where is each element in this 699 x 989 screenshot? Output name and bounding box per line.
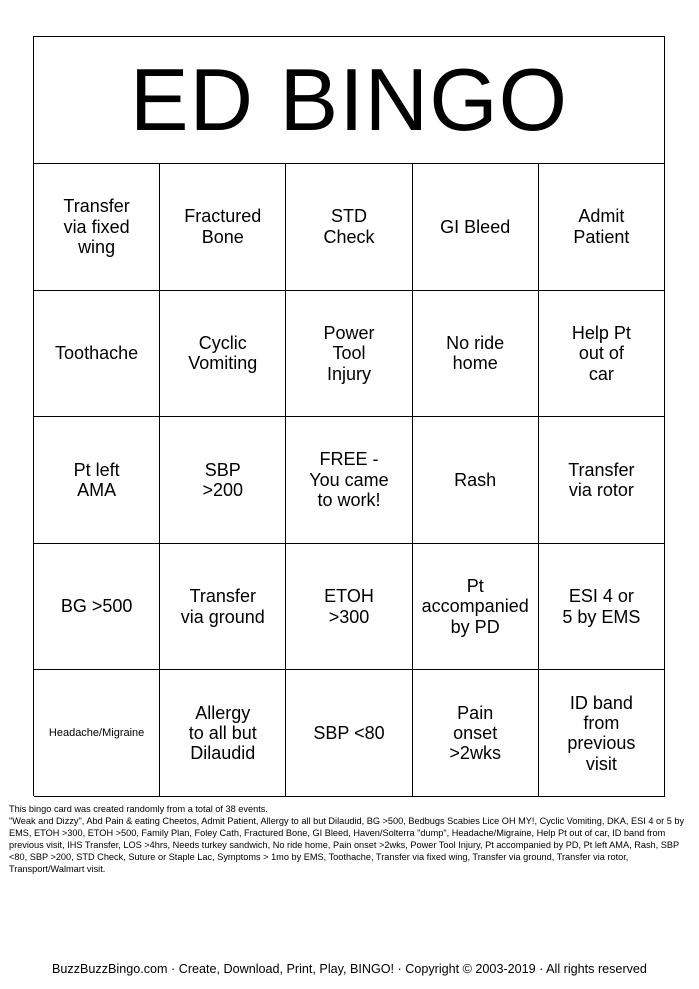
bingo-cell[interactable] <box>413 164 539 291</box>
bingo-cell[interactable] <box>34 164 160 291</box>
bingo-cell[interactable] <box>34 417 160 544</box>
bingo-cell[interactable] <box>160 544 286 671</box>
card-title: ED BINGO <box>129 50 569 149</box>
bingo-cell[interactable] <box>286 670 412 797</box>
bingo-cell[interactable] <box>286 544 412 671</box>
bingo-grid <box>34 164 665 797</box>
bingo-cell-text: SBP >200 <box>202 459 244 500</box>
bingo-cell[interactable] <box>539 164 665 291</box>
bingo-cell[interactable] <box>413 670 539 797</box>
bingo-cell-text: STD Check <box>323 206 375 247</box>
bingo-card <box>33 36 665 796</box>
bingo-cell[interactable] <box>413 291 539 418</box>
bingo-cell[interactable] <box>34 670 160 797</box>
bingo-cell-text: Toothache <box>55 343 139 364</box>
footnote-summary: This bingo card was created randomly from a total of 38 events. <box>9 804 268 814</box>
bingo-cell[interactable] <box>413 417 539 544</box>
bingo-cell-text: BG >500 <box>60 596 133 617</box>
bingo-cell-text: ID band from previous visit <box>567 692 636 774</box>
bingo-cell-text: Rash <box>454 469 497 490</box>
bingo-cell-text: Pt left AMA <box>73 459 120 500</box>
bingo-cell-text: Admit Patient <box>573 206 630 247</box>
bingo-cell[interactable] <box>160 417 286 544</box>
bingo-cell-text: ESI 4 or 5 by EMS <box>562 586 641 627</box>
bingo-cell-text: Cyclic Vomiting <box>188 333 258 374</box>
bingo-cell[interactable] <box>160 670 286 797</box>
bingo-cell-text: Power Tool Injury <box>323 322 375 384</box>
bingo-cell[interactable] <box>539 417 665 544</box>
bingo-cell-text: Pt accompanied by PD <box>421 576 529 637</box>
bingo-cell[interactable] <box>160 164 286 291</box>
bingo-cell-text: Allergy to all but Dilaudid <box>188 702 257 764</box>
bingo-cell-text: Transfer via ground <box>180 586 265 627</box>
bingo-cell-text: Headache/Migraine <box>48 726 145 739</box>
bingo-cell-text: Help Pt out of car <box>571 322 631 384</box>
bingo-cell-text: ETOH >300 <box>324 586 374 627</box>
bingo-cell[interactable] <box>413 544 539 671</box>
footnote <box>9 804 691 876</box>
copyright-footer: BuzzBuzzBingo.com · Create, Download, Print, Play, BINGO! · Copyright © 2003-2019 · All rights reserved <box>52 962 647 976</box>
bingo-cell[interactable] <box>34 291 160 418</box>
bingo-cell-text: Pain onset >2wks <box>449 702 501 764</box>
bingo-cell-text: FREE - You came to work! <box>309 449 389 511</box>
bingo-cell-text: GI Bleed <box>440 216 511 237</box>
bingo-cell-text: No ride home <box>446 333 505 374</box>
bingo-cell[interactable] <box>286 291 412 418</box>
bingo-cell-text: SBP <80 <box>313 723 385 743</box>
footnote-events: "Weak and Dizzy", Abd Pain & eating Cheetos, Admit Patient, Allergy to all but Dilaudid, BG >500, Bedbugs Scabies Lice OH MY!, Cyclic Vomiting, DKA, ESI 4 or 5 by EMS, ETOH >300, ETOH >500, Family Plan, Foley Cath, Fractured Bone, GI Bleed, Haven/Solterra "dump", Headache/Migraine, Help Pt out of car, ID band from previous visit, IHS Transfer, LOS >4hrs, Needs turkey sandwich, No ride home, Pain onset >2wks, Power Tool Injury, Pt accompanied by PD, Pt left AMA, Rash, SBP <80, SBP >200, STD Check, Suture or Staple Lac, Symptoms > 1mo by EMS, Toothache, Transfer via fixed wing, Transfer via ground, Transfer via rotor, Transport/Walmart visit. <box>9 815 685 874</box>
bingo-cell-text: Transfer via fixed wing <box>63 196 130 257</box>
bingo-cell[interactable] <box>539 291 665 418</box>
title-row <box>34 37 665 164</box>
bingo-cell[interactable] <box>286 417 412 544</box>
bingo-cell[interactable] <box>286 164 412 291</box>
bingo-cell[interactable] <box>34 544 160 671</box>
bingo-cell-text: Fractured Bone <box>184 206 262 247</box>
bingo-cell-text: Transfer via rotor <box>568 459 635 500</box>
bingo-cell[interactable] <box>539 544 665 671</box>
bingo-cell[interactable] <box>160 291 286 418</box>
bingo-cell[interactable] <box>539 670 665 797</box>
